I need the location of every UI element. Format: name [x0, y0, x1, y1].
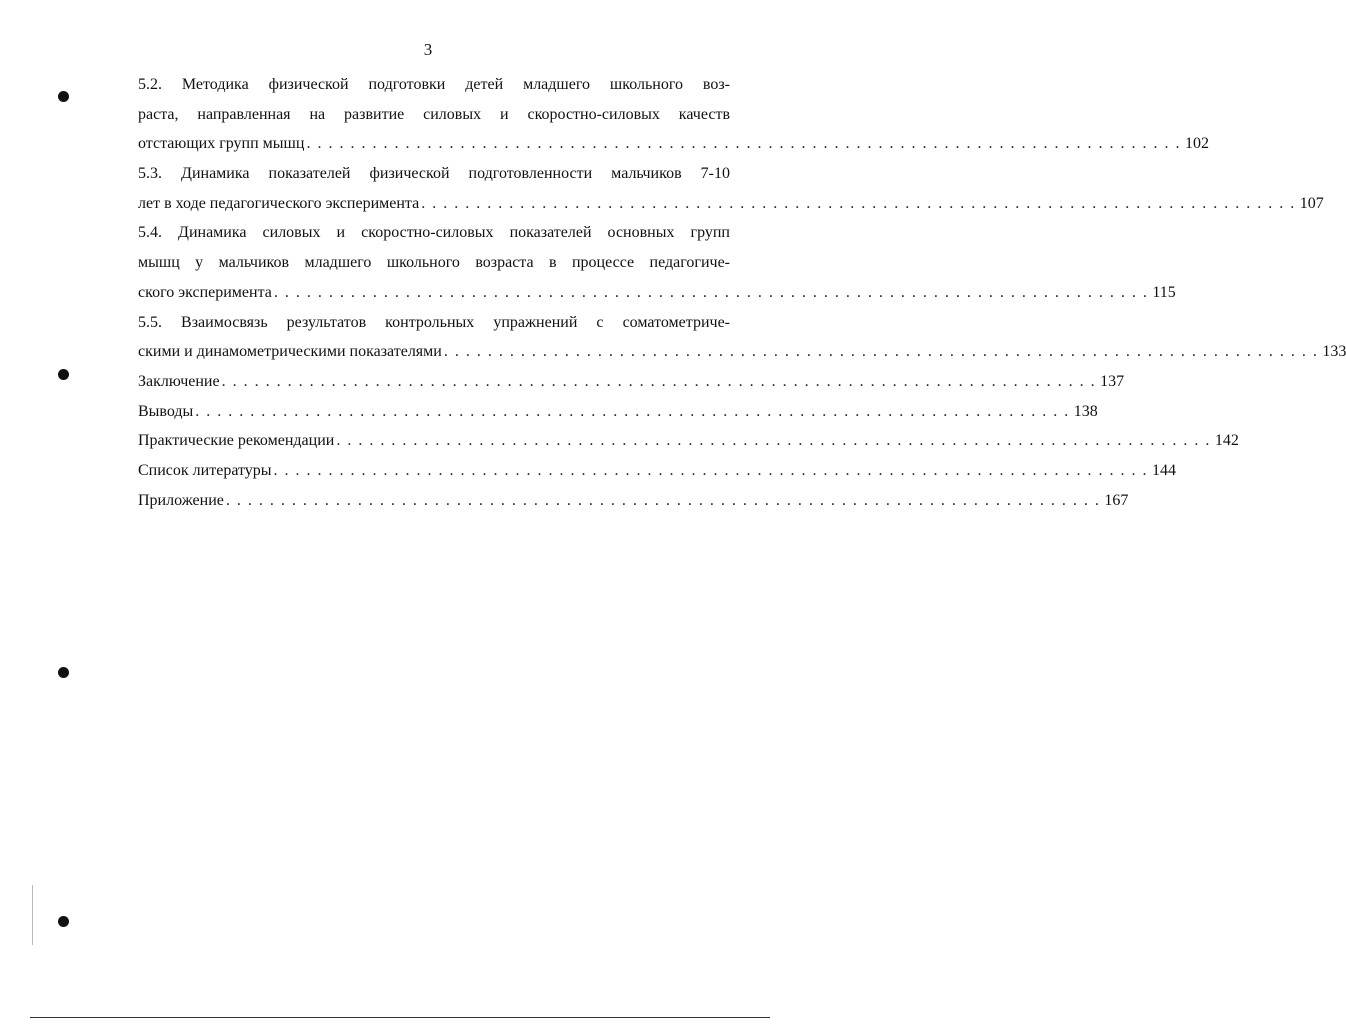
- toc-leader-dots: . . . . . . . . . . . . . . . . . . . . . . . . . . . . . . . . . . . . . . . . . . . . . . . . . . . . . . . . . . . . . . . . . . . . . . . . . . . . . . . .: [421, 194, 1296, 212]
- punch-hole-mark: [58, 667, 69, 678]
- toc-leader-dots: . . . . . . . . . . . . . . . . . . . . . . . . . . . . . . . . . . . . . . . . . . . . . . . . . . . . . . . . . . . . . . . . . . . . . . . . . . . . . . . .: [273, 461, 1149, 479]
- toc-entry: [138, 159, 1324, 218]
- toc-entry-text: Практические рекомендации: [138, 432, 335, 450]
- toc-entry-text: отстающих групп мышц: [138, 135, 305, 153]
- toc-leader-dots: . . . . . . . . . . . . . . . . . . . . . . . . . . . . . . . . . . . . . . . . . . . . . . . . . . . . . . . . . . . . . . . . . . . . . . . . . . . . . . . .: [443, 343, 1319, 361]
- toc-entry-text: 5.4. Динамика силовых и скоростно-силовых показателей основных групп: [138, 224, 730, 242]
- toc-entry-text: Заключение: [138, 372, 220, 390]
- toc-entry-text: лет в ходе педагогического эксперимента: [138, 194, 420, 212]
- toc-page-number: 102: [1184, 135, 1209, 153]
- toc-leader-dots: . . . . . . . . . . . . . . . . . . . . . . . . . . . . . . . . . . . . . . . . . . . . . . . . . . . . . . . . . . . . . . . . . . . . . . . . . . . . . . . .: [306, 135, 1181, 153]
- toc-page-number: 133: [1322, 343, 1346, 361]
- punch-hole-mark: [58, 916, 69, 927]
- toc-entry: [138, 426, 1239, 456]
- toc-leader-dots: . . . . . . . . . . . . . . . . . . . . . . . . . . . . . . . . . . . . . . . . . . . . . . . . . . . . . . . . . . . . . . . . . . . . . . . . . . . . . . . .: [195, 402, 1070, 420]
- toc-entry-text: Список литературы: [138, 461, 272, 479]
- toc-entry-text: ского эксперимента: [138, 283, 272, 301]
- toc-page-number: 137: [1100, 372, 1125, 390]
- scan-edge-line: [32, 885, 33, 945]
- toc-page-number: 115: [1152, 283, 1176, 301]
- toc-entry-text: 5.2. Методика физической подготовки детей младшего школьного воз-: [138, 76, 730, 93]
- toc-entry-text: 5.5. Взаимосвязь результатов контрольных упражнений с соматометриче-: [138, 313, 730, 331]
- toc-entry-text: Приложение: [138, 491, 224, 509]
- toc-page-number: 142: [1214, 432, 1239, 450]
- toc-entry: [138, 218, 1176, 307]
- toc-leader-dots: . . . . . . . . . . . . . . . . . . . . . . . . . . . . . . . . . . . . . . . . . . . . . . . . . . . . . . . . . . . . . . . . . . . . . . . . . . . . . . . .: [336, 432, 1211, 450]
- toc-page-number: 107: [1299, 194, 1324, 212]
- toc-page-number: 138: [1073, 402, 1098, 420]
- toc-page-number: 167: [1104, 491, 1129, 509]
- toc-entry-text: раста, направленная на развитие силовых и скоростно-силовых качеств: [138, 105, 730, 123]
- punch-hole-mark: [58, 91, 69, 102]
- toc-entry: [138, 308, 1346, 367]
- toc-entry-text: Выводы: [138, 402, 194, 420]
- toc-entry: [138, 486, 1129, 516]
- toc-leader-dots: . . . . . . . . . . . . . . . . . . . . . . . . . . . . . . . . . . . . . . . . . . . . . . . . . . . . . . . . . . . . . . . . . . . . . . . . . . . . . . . .: [273, 283, 1149, 301]
- toc-entry-text: скими и динамометрическими показателями: [138, 343, 442, 361]
- toc-entry: [138, 456, 1177, 486]
- toc-entry: [138, 70, 1209, 159]
- scan-edge-line: [30, 1017, 770, 1018]
- toc-entry-text: 5.3. Динамика показателей физической подготовленности мальчиков 7-10: [138, 165, 730, 183]
- toc-leader-dots: . . . . . . . . . . . . . . . . . . . . . . . . . . . . . . . . . . . . . . . . . . . . . . . . . . . . . . . . . . . . . . . . . . . . . . . . . . . . . . . .: [221, 372, 1097, 390]
- toc-entry: [138, 397, 1098, 427]
- toc-entry-text: мышц у мальчиков младшего школьного возраста в процессе педагогиче-: [138, 254, 730, 272]
- punch-hole-mark: [58, 369, 69, 380]
- table-of-contents: [138, 70, 1346, 515]
- toc-page-number: 144: [1152, 461, 1177, 479]
- page-number: 3: [423, 40, 433, 59]
- toc-leader-dots: . . . . . . . . . . . . . . . . . . . . . . . . . . . . . . . . . . . . . . . . . . . . . . . . . . . . . . . . . . . . . . . . . . . . . . . . . . . . . . . .: [225, 491, 1101, 509]
- toc-entry: [138, 367, 1125, 397]
